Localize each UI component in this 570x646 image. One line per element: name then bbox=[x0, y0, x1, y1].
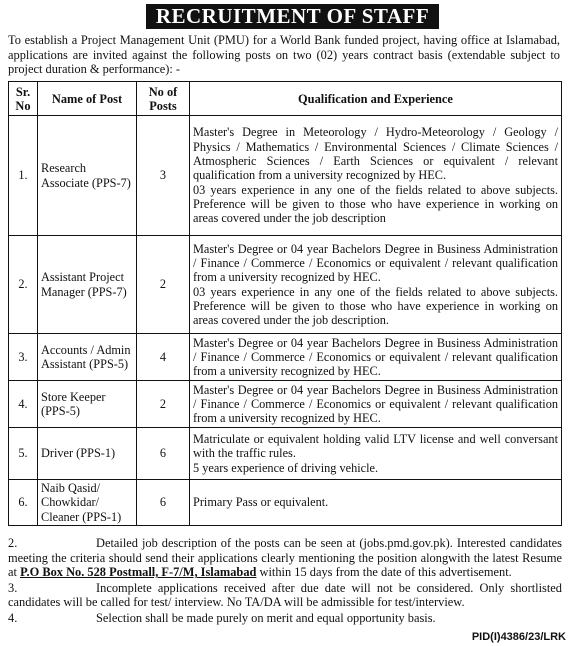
row-post-count: 2 bbox=[137, 236, 190, 334]
qualification-line: Master's Degree in Meteorology / Hydro-Meteorology / Geology / Physics / Mathematics / Environmental Sciences / Climate Sciences / Atmospheric Sciences / Earth Sciences or equivalent / relevant qualification from a university recognized by HEC. bbox=[193, 125, 558, 183]
qualification-line: Primary Pass or equivalent. bbox=[193, 495, 329, 510]
table-header-row bbox=[9, 82, 562, 116]
row-sr: 2. bbox=[9, 236, 38, 334]
row-qualification bbox=[190, 381, 562, 428]
qualification-line: 5 years experience of driving vehicle. bbox=[193, 460, 379, 475]
postal-address: P.O Box No. 528 Postmall, F-7/M, Islamabad bbox=[20, 565, 257, 580]
row-qualification bbox=[190, 116, 562, 236]
note-text: Selection shall be made purely on merit and equal opportunity basis. bbox=[96, 610, 436, 625]
row-qualification bbox=[190, 236, 562, 334]
row-post-name: Naib Qasid/ Chowkidar/ Cleaner (PPS-1) bbox=[38, 480, 137, 526]
row-qualification bbox=[190, 480, 562, 526]
intro-paragraph: To establish a Project Management Unit (PMU) for a World Bank funded project, having office at Islamabad, applications are invited against the following posts on two (02) years contract basis (extendable subject to project duration & performance): - bbox=[8, 33, 560, 76]
row-post-name: Driver (PPS-1) bbox=[38, 428, 137, 480]
qualification-line: Master's Degree or 04 year Bachelors Degree in Business Administration / Finance / Commerce / Economics or equivalent / relevant qualification from a university recognized by HEC. bbox=[193, 335, 558, 379]
header-no-of-posts: No of Posts bbox=[137, 82, 190, 116]
note-text: Detailed job description of the posts can be seen at (jobs.pmd.gov.pk). Interested candidates meeting the criteria should send their applications clearly mentioning the position alongwith the latest Resume at bbox=[8, 536, 562, 580]
page-title: RECRUITMENT OF STAFF bbox=[146, 4, 439, 29]
qualification-line: Master's Degree or 04 year Bachelors Degree in Business Administration / Finance / Commerce / Economics or equivalent / relevant qualification from a university recognized by HEC. bbox=[193, 241, 558, 285]
header-qualification: Qualification and Experience bbox=[190, 82, 562, 116]
qualification-line: 03 years experience in any one of the fields related to above subjects. Preference will be given to those who have experience in working on areas covered under the job description bbox=[193, 182, 558, 226]
header-name-of-post: Name of Post bbox=[38, 82, 137, 116]
row-post-name: Assistant Project Manager (PPS-7) bbox=[38, 236, 137, 334]
table-row bbox=[9, 480, 562, 526]
row-post-count: 6 bbox=[137, 480, 190, 526]
row-sr: 6. bbox=[9, 480, 38, 526]
row-sr: 1. bbox=[9, 116, 38, 236]
row-qualification bbox=[190, 428, 562, 480]
qualification-line: Matriculate or equivalent holding valid LTV license and well conversant with the traffic rules. bbox=[193, 432, 558, 461]
row-post-name: Research Associate (PPS-7) bbox=[38, 116, 137, 236]
row-post-name: Accounts / Admin Assistant (PPS-5) bbox=[38, 334, 137, 381]
row-qualification bbox=[190, 334, 562, 381]
row-post-name: Store Keeper (PPS-5) bbox=[38, 381, 137, 428]
table-row bbox=[9, 116, 562, 236]
publication-id: PID(I)4386/23/LRK bbox=[471, 631, 566, 643]
row-post-count: 4 bbox=[137, 334, 190, 381]
note-number: 2. bbox=[8, 536, 18, 550]
note-text: within 15 days from the date of this advertisement. bbox=[259, 565, 512, 580]
row-sr: 4. bbox=[9, 381, 38, 428]
qualification-line: Master's Degree or 04 year Bachelors Degree in Business Administration / Finance / Commerce / Economics or equivalent / relevant qualification from a university recognized by HEC. bbox=[193, 382, 558, 426]
row-sr: 3. bbox=[9, 334, 38, 381]
qualification-line: 03 years experience in any one of the fields related to above subjects. Preference will be given to those who have experience in working on areas covered under the job description. bbox=[193, 284, 558, 328]
notes-section bbox=[8, 536, 562, 627]
note-3 bbox=[8, 581, 562, 610]
table-row bbox=[9, 334, 562, 381]
header-sr-no: Sr. No bbox=[9, 82, 38, 116]
note-number: 4. bbox=[8, 610, 18, 625]
row-sr: 5. bbox=[9, 428, 38, 480]
row-post-count: 6 bbox=[137, 428, 190, 480]
table-row bbox=[9, 381, 562, 428]
note-number: 3. bbox=[8, 580, 18, 595]
row-post-count: 2 bbox=[137, 381, 190, 428]
note-text: Incomplete applications received after due date will not be considered. Only shortlisted candidates will be called for test/ interview. No TA/DA will be admissible for test/interview. bbox=[8, 580, 562, 610]
posts-table bbox=[8, 81, 562, 526]
row-post-count: 3 bbox=[137, 116, 190, 236]
table-row bbox=[9, 428, 562, 480]
note-2 bbox=[8, 536, 562, 580]
table-row bbox=[9, 236, 562, 334]
note-4 bbox=[8, 611, 562, 626]
